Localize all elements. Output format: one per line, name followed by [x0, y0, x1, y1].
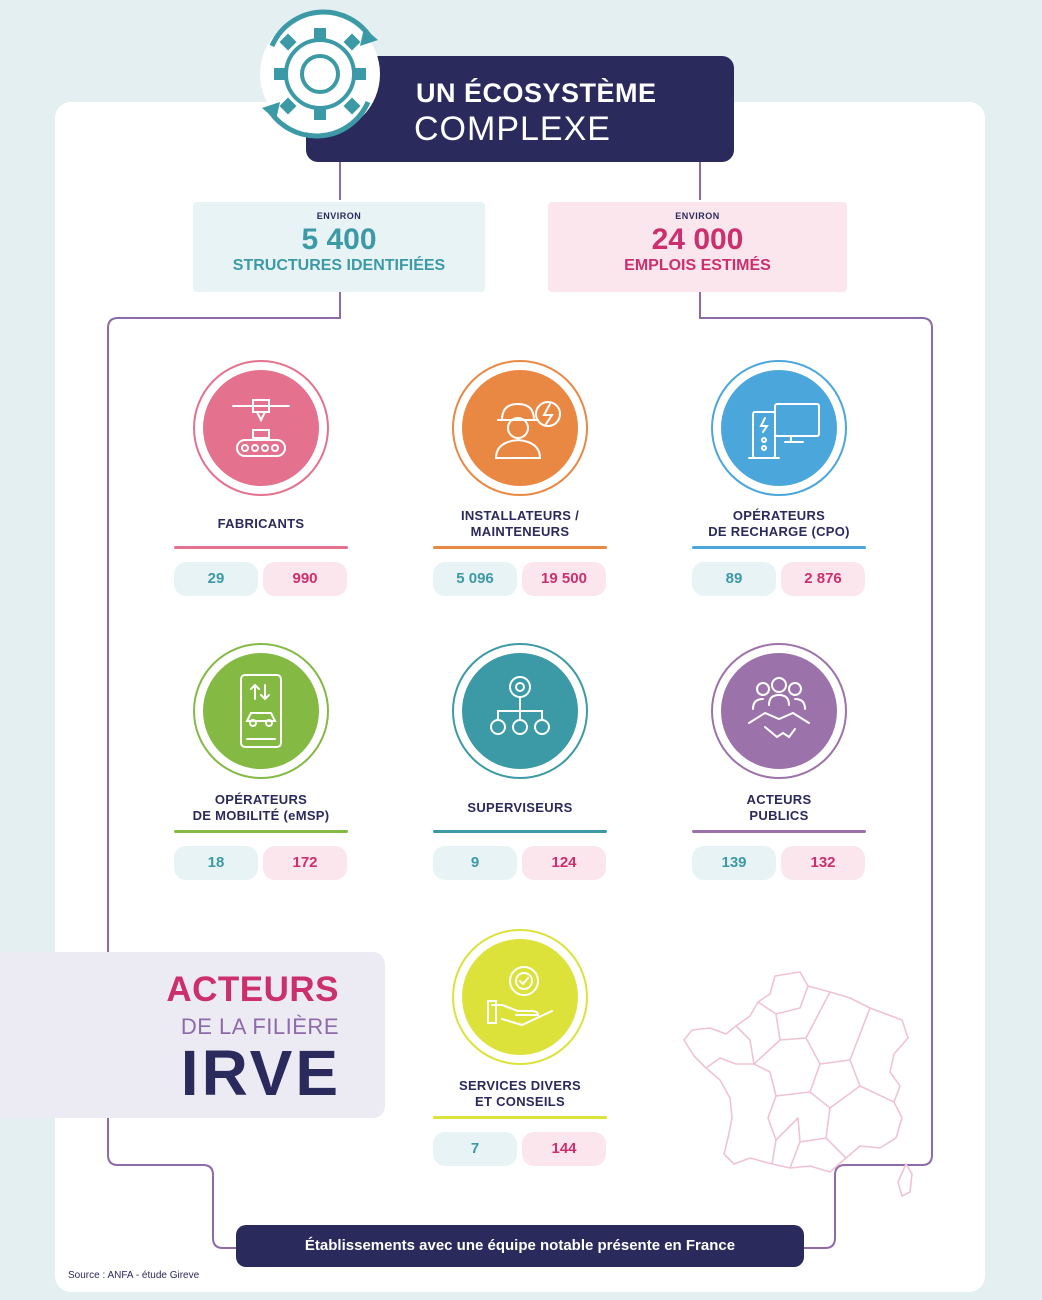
installateurs-label-line2: MAINTENEURS — [470, 524, 570, 539]
structures-value: 5 400 — [301, 223, 377, 256]
publics-jobs: 132 — [781, 846, 865, 880]
cpo-circle — [711, 360, 847, 496]
publics-label — [689, 792, 869, 824]
installateurs-jobs: 19 500 — [522, 562, 606, 596]
3d-printer-icon — [203, 370, 319, 486]
publics-label-line1: ACTEURS — [746, 792, 812, 807]
jobs-value: 24 000 — [651, 223, 744, 256]
installateurs-label — [430, 508, 610, 540]
source-credit: Source : ANFA - étude Gireve — [68, 1270, 200, 1281]
superviseurs-jobs: 124 — [522, 846, 606, 880]
fabricants-circle — [193, 360, 329, 496]
fabricants-underline — [174, 546, 348, 549]
services-jobs: 144 — [522, 1132, 606, 1166]
structures-stat — [193, 202, 485, 292]
cpo-label — [689, 508, 869, 540]
title-line-2: COMPLEXE — [414, 110, 611, 148]
footer-note: Établissements avec une équipe notable présente en France — [236, 1225, 804, 1267]
emsp-underline — [174, 830, 348, 833]
cpo-jobs: 2 876 — [781, 562, 865, 596]
publics-circle — [711, 643, 847, 779]
services-underline — [433, 1116, 607, 1119]
publics-structures: 139 — [692, 846, 776, 880]
charging-station-icon — [721, 370, 837, 486]
service-hand-icon — [462, 939, 578, 1055]
technician-icon — [462, 370, 578, 486]
superviseurs-underline — [433, 830, 607, 833]
jobs-prefix: ENVIRON — [675, 211, 720, 221]
installateurs-underline — [433, 546, 607, 549]
fabricants-jobs: 990 — [263, 562, 347, 596]
cpo-label-line1: OPÉRATEURS — [732, 508, 826, 523]
irve-line1: ACTEURS — [166, 970, 339, 1009]
superviseurs-circle — [452, 643, 588, 779]
emsp-jobs: 172 — [263, 846, 347, 880]
emsp-circle — [193, 643, 329, 779]
cpo-underline — [692, 546, 866, 549]
emsp-label — [171, 792, 351, 824]
jobs-label: EMPLOIS ESTIMÉS — [624, 257, 771, 274]
fabricants-label-line1: FABRICANTS — [217, 516, 305, 531]
emsp-label-line1: OPÉRATEURS — [214, 792, 308, 807]
jobs-stat — [548, 202, 847, 292]
superviseurs-label — [430, 800, 610, 816]
cpo-structures: 89 — [692, 562, 776, 596]
services-label — [430, 1078, 610, 1110]
mobile-app-icon — [203, 653, 319, 769]
network-gears-icon — [462, 653, 578, 769]
france-map-icon — [680, 968, 920, 1200]
fabricants-structures: 29 — [174, 562, 258, 596]
emsp-structures: 18 — [174, 846, 258, 880]
superviseurs-structures: 9 — [433, 846, 517, 880]
installateurs-circle — [452, 360, 588, 496]
cpo-label-line2: DE RECHARGE (CPO) — [708, 524, 850, 539]
services-structures: 7 — [433, 1132, 517, 1166]
fabricants-label — [171, 516, 351, 532]
irve-line3: IRVE — [180, 1037, 341, 1109]
services-label-line1: SERVICES DIVERS — [458, 1078, 582, 1093]
structures-prefix: ENVIRON — [316, 211, 362, 221]
handshake-icon — [721, 653, 837, 769]
superviseurs-label-line1: SUPERVISEURS — [467, 800, 573, 815]
installateurs-label-line1: INSTALLATEURS / — [460, 508, 580, 523]
publics-label-line2: PUBLICS — [749, 808, 809, 823]
irve-line2: DE LA FILIÈRE — [180, 1014, 339, 1039]
services-circle — [452, 929, 588, 1065]
structures-label: STRUCTURES IDENTIFIÉES — [232, 257, 446, 274]
services-label-line2: ET CONSEILS — [475, 1094, 565, 1109]
publics-underline — [692, 830, 866, 833]
installateurs-structures: 5 096 — [433, 562, 517, 596]
emsp-label-line2: DE MOBILITÉ (eMSP) — [192, 808, 330, 823]
irve-banner — [0, 952, 385, 1118]
gear-cycle-icon — [252, 6, 388, 142]
title-line-1: UN ÉCOSYSTÈME — [416, 78, 657, 108]
